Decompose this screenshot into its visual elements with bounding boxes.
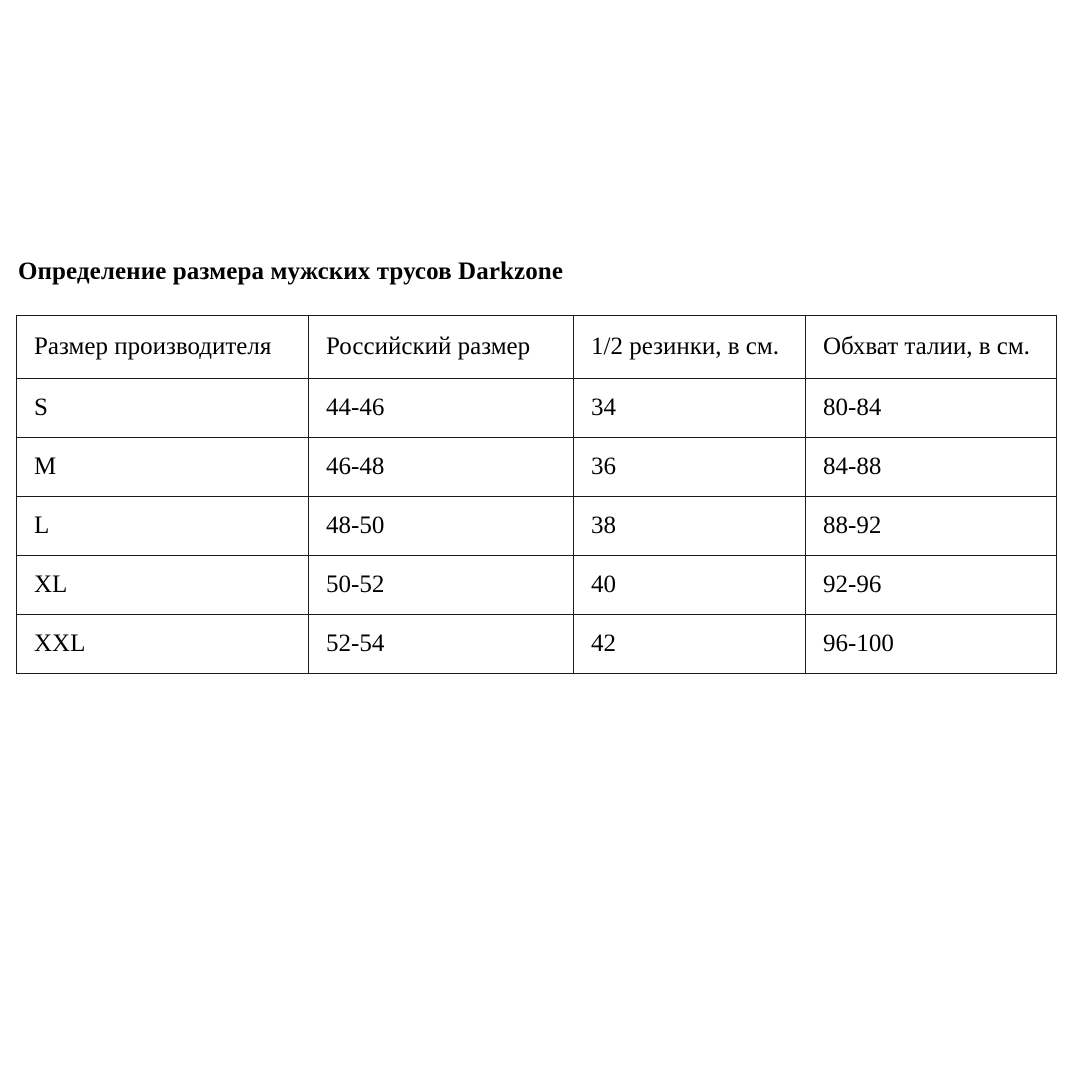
cell-half-waistband: 42 (574, 615, 806, 674)
page-title: Определение размера мужских трусов Darkzone (18, 258, 564, 285)
cell-waist-circumference: 80-84 (806, 379, 1057, 438)
cell-russian-size: 50-52 (309, 556, 574, 615)
cell-russian-size: 48-50 (309, 497, 574, 556)
cell-waist-circumference: 96-100 (806, 615, 1057, 674)
cell-waist-circumference: 88-92 (806, 497, 1057, 556)
column-header-waist-circumference: Обхват талии, в см. (806, 316, 1057, 379)
size-chart-table (16, 315, 1057, 674)
cell-manufacturer-size: XXL (17, 615, 309, 674)
cell-manufacturer-size: S (17, 379, 309, 438)
column-header-half-waistband: 1/2 резинки, в см. (574, 316, 806, 379)
table-row (17, 379, 1057, 438)
table-header-row (17, 316, 1057, 379)
cell-waist-circumference: 84-88 (806, 438, 1057, 497)
column-header-russian-size: Российский размер (309, 316, 574, 379)
cell-half-waistband: 34 (574, 379, 806, 438)
table-row (17, 438, 1057, 497)
table-row (17, 615, 1057, 674)
cell-russian-size: 52-54 (309, 615, 574, 674)
cell-manufacturer-size: XL (17, 556, 309, 615)
cell-waist-circumference: 92-96 (806, 556, 1057, 615)
cell-manufacturer-size: M (17, 438, 309, 497)
cell-half-waistband: 40 (574, 556, 806, 615)
column-header-manufacturer-size: Размер производителя (17, 316, 309, 379)
cell-manufacturer-size: L (17, 497, 309, 556)
cell-half-waistband: 38 (574, 497, 806, 556)
cell-russian-size: 46-48 (309, 438, 574, 497)
cell-half-waistband: 36 (574, 438, 806, 497)
table-row (17, 556, 1057, 615)
cell-russian-size: 44-46 (309, 379, 574, 438)
table-row (17, 497, 1057, 556)
